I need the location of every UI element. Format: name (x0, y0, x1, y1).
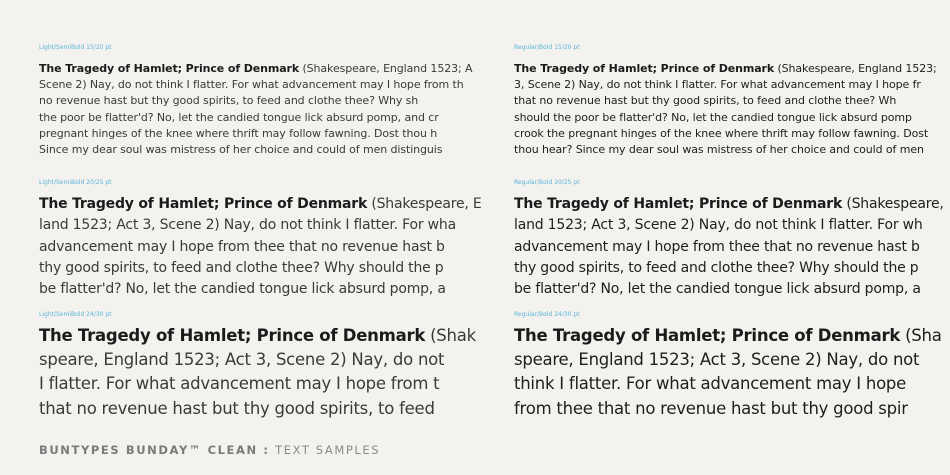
sample-line: (Shak (425, 326, 476, 345)
sample-line: thy good spirits, to feed and clothe thee? Why should the p (39, 259, 444, 276)
sample-line: advancement may I hope from thee that no revenue hast b (514, 238, 920, 255)
sample-line: speare, England 1523; Act 3, Scene 2) Nay, do not (39, 350, 445, 370)
sample-line: land 1523; Act 3, Scene 2) Nay, do not think I flatter. For wha (39, 217, 456, 234)
sample-line: Scene 2) Nay, do not think I flatter. For what advancement may I hope from th (39, 78, 464, 92)
sample-line: advancement may I hope from thee that no revenue hast b (39, 238, 445, 255)
sample-size-label: Light/SemiBold 20/25 pt (39, 179, 112, 186)
sample-title: The Tragedy of Hamlet; Prince of Denmark (514, 62, 775, 75)
sample-line: that no revenue hast but thy good spirits, to feed (39, 398, 435, 418)
sample-title: The Tragedy of Hamlet; Prince of Denmark (39, 196, 368, 212)
sample-line: crook the pregnant hinges of the knee where thrift may follow fawning. Dost (514, 126, 929, 140)
sample-line: (Shakespeare, England 1523; A (299, 62, 473, 75)
sample-line: speare, England 1523; Act 3, Scene 2) Nay, do not (514, 350, 920, 370)
sample-line: should the poor be flatter'd? No, let the candied tongue lick absurd pomp (514, 110, 912, 124)
sample-line: no revenue hast but thy good spirits, to feed and clothe thee? Why sh (39, 94, 419, 108)
sample-line: thy good spirits, to feed and clothe thee? Why should the p (514, 259, 919, 276)
sample-line: (Sha (900, 326, 942, 345)
sample-text (39, 194, 482, 301)
sample-line: that no revenue hast but thy good spirits, to feed and clothe thee? Wh (514, 94, 897, 108)
sample-text (39, 61, 473, 158)
sample-size-label: Regular/Bold 24/30 pt (514, 311, 580, 318)
sample-text (514, 324, 942, 422)
sample-title: The Tragedy of Hamlet; Prince of Denmark (514, 196, 843, 212)
sample-text (514, 61, 937, 158)
sample-line: pregnant hinges of the knee where thrift may follow fawning. Dost thou h (39, 126, 438, 140)
sample-line: be flatter'd? No, let the candied tongue lick absurd pomp, a (514, 281, 921, 298)
sample-line: (Shakespeare, E (367, 196, 482, 212)
sample-size-label: Regular/Bold 15/20 pt (514, 44, 580, 51)
sample-size-label: Light/SemiBold 24/30 pt (39, 311, 112, 318)
sample-text (514, 194, 944, 301)
sample-title: The Tragedy of Hamlet; Prince of Denmark (514, 326, 901, 345)
sample-text (39, 324, 476, 422)
sample-line: think I flatter. For what advancement may I hope (514, 374, 907, 394)
sample-line: be flatter'd? No, let the candied tongue lick absurd pomp, a (39, 281, 446, 298)
sample-title: The Tragedy of Hamlet; Prince of Denmark (39, 326, 426, 345)
sample-title: The Tragedy of Hamlet; Prince of Denmark (39, 62, 300, 75)
footer-subtitle: TEXT SAMPLES (275, 443, 381, 457)
sample-line: from thee that no revenue hast but thy good spir (514, 398, 908, 418)
sample-line: Since my dear soul was mistress of her choice and could of men distinguis (39, 143, 443, 157)
sample-size-label: Light/SemiBold 15/20 pt (39, 44, 112, 51)
footer-caption (39, 443, 380, 457)
sample-line: thou hear? Since my dear soul was mistress of her choice and could of men (514, 143, 924, 157)
footer-brand: BUNTYPES BUNDAY™ CLEAN (39, 443, 258, 457)
sample-line: the poor be flatter'd? No, let the candied tongue lick absurd pomp, and cr (39, 110, 439, 124)
sample-line: (Shakespeare, England 1523; (774, 62, 937, 75)
sample-line: land 1523; Act 3, Scene 2) Nay, do not think I flatter. For wh (514, 217, 923, 234)
sample-line: 3, Scene 2) Nay, do not think I flatter. For what advancement may I hope fr (514, 78, 921, 92)
footer-separator: : (257, 443, 276, 457)
right-column (514, 0, 944, 475)
sample-line: (Shakespeare, (842, 196, 944, 212)
sample-line: I flatter. For what advancement may I hope from t (39, 374, 440, 394)
left-column (39, 0, 482, 475)
sample-size-label: Regular/Bold 20/25 pt (514, 179, 580, 186)
